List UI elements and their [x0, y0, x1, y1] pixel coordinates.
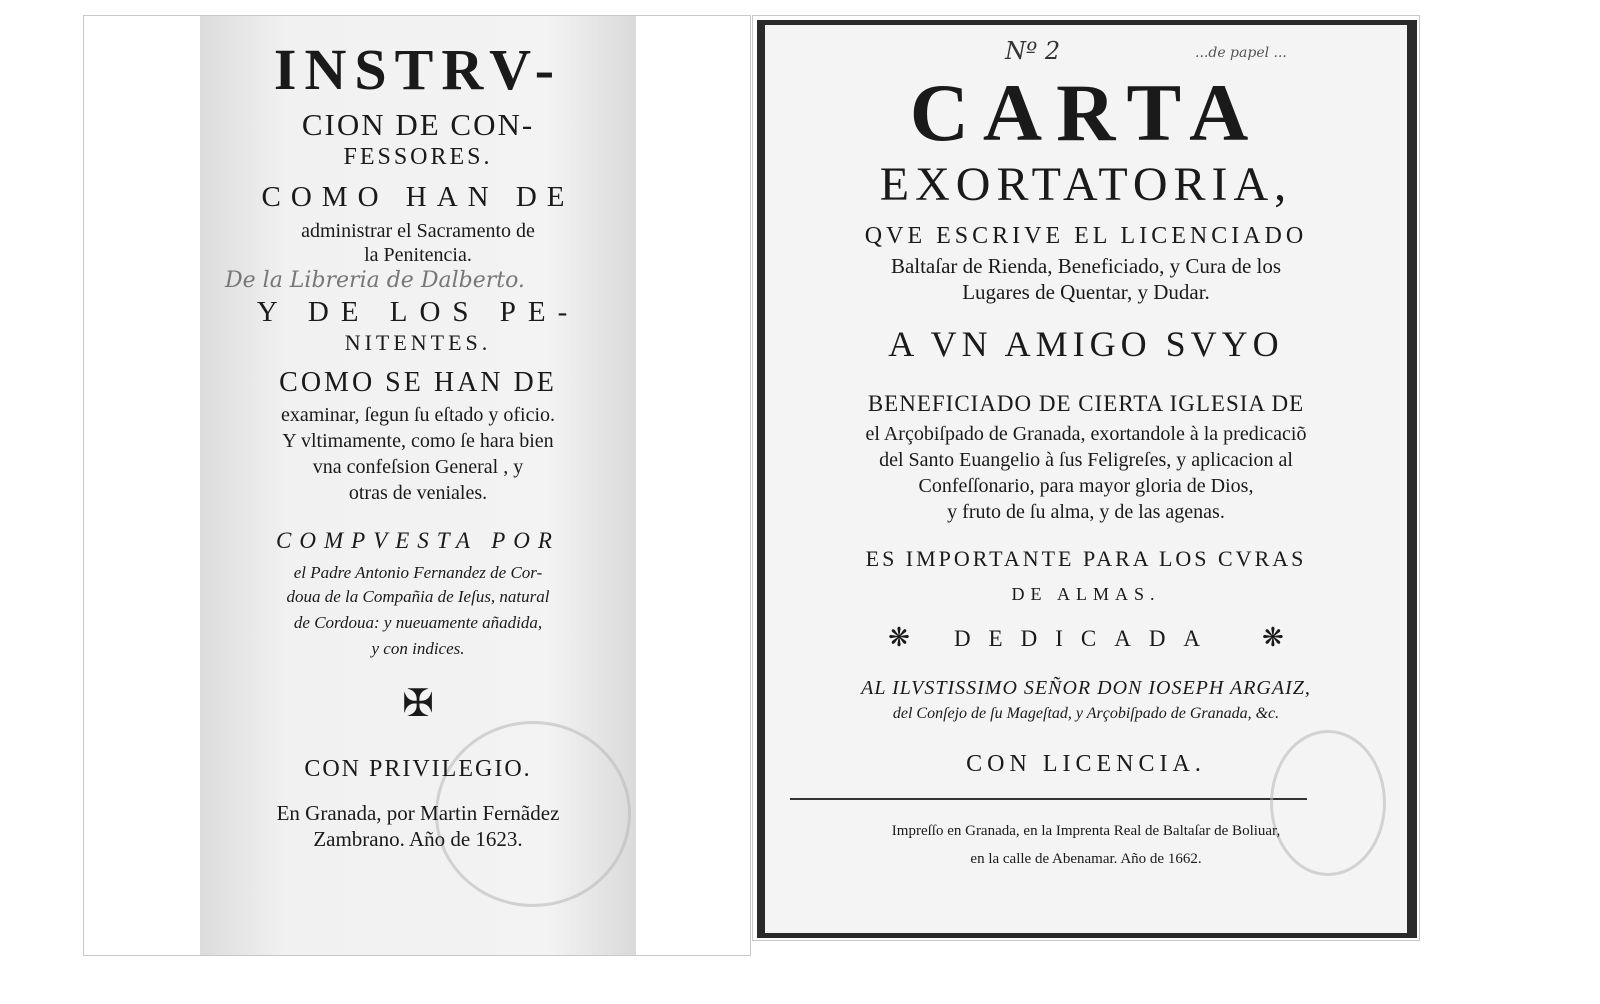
text-line: Baltaſar de Rienda, Beneficiado, y Cura de los — [890, 254, 1282, 278]
text-line: otras de veniales. — [348, 482, 488, 504]
title-line: EXORTATORIA, — [879, 158, 1293, 211]
handwritten-margin-note: ...de papel ... — [1195, 45, 1287, 61]
imprint-line: Zambrano. Año de 1623. — [313, 827, 523, 851]
imprint-line: En Granada, por Martin Fernãdez — [276, 801, 560, 825]
text-line: examinar, ſegun ſu eſtado y oficio. — [280, 404, 556, 426]
left-page-scan — [200, 16, 636, 955]
heading: ES IMPORTANTE PARA LOS CVRAS — [865, 546, 1307, 571]
heading: QVE ESCRIVE EL LICENCIADO — [864, 223, 1308, 249]
text-line: AL ILVSTISSIMO SEÑOR DON IOSEPH ARGAIZ, — [861, 677, 1311, 699]
title-line: FESSORES. — [343, 144, 493, 170]
text-line: y con indices. — [371, 639, 465, 658]
right-page-scan — [757, 20, 1417, 938]
left-title-page-image — [83, 15, 751, 956]
right-title-page-image — [752, 15, 1420, 941]
title-line: CARTA — [909, 67, 1263, 158]
divider-rule — [790, 798, 1307, 800]
text-line: la Penitencia. — [364, 244, 472, 266]
text-line: el Padre Antonio Fernandez de Cor- — [293, 563, 543, 582]
text-line: el Arçobiſpado de Granada, exortandole à la predicaciõ — [865, 423, 1307, 445]
cross-ornament-icon: ✠ — [402, 683, 434, 725]
imprint-line: en la calle de Abenamar. Año de 1662. — [970, 851, 1202, 867]
heading: NITENTES. — [344, 330, 492, 355]
text-line: administrar el Sacramento de — [301, 220, 535, 242]
dedication-row — [765, 625, 1407, 658]
ornament-icon: ❋ — [1262, 623, 1284, 652]
text-line: del Santo Euangelio à ſus Feligreſes, y aplicacion al — [879, 449, 1293, 471]
text-line: doua de la Compañia de Ieſus, natural — [286, 587, 550, 606]
heading: A VN AMIGO SVYO — [888, 324, 1284, 364]
text-line: de Cordoua: y nueuamente añadida, — [293, 613, 543, 632]
ornament-icon: ❋ — [888, 623, 910, 652]
heading: COMPVESTA POR — [276, 528, 560, 553]
handwritten-ownership-note: De la Libreria de Dalberto. — [225, 268, 525, 293]
handwritten-shelfmark: Nº 2 — [1005, 37, 1061, 65]
text-line: Lugares de Quentar, y Dudar. — [962, 280, 1210, 304]
licencia-line: CON LICENCIA. — [966, 751, 1206, 777]
text-line: del Conſejo de ſu Mageſtad, y Arçobiſpado de Granada, &c. — [892, 705, 1280, 722]
heading: COMO SE HAN DE — [279, 367, 557, 398]
heading: BENEFICIADO DE CIERTA IGLESIA DE — [867, 391, 1305, 416]
imprint-line: Impreſſo en Granada, en la Imprenta Real de Baltaſar de Boliuar, — [891, 823, 1281, 839]
privilege-line: CON PRIVILEGIO. — [304, 756, 532, 782]
text-line: Y vltimamente, como ſe hara bien — [282, 430, 554, 452]
text-line: vna confeſsion General , y — [312, 456, 524, 478]
dedicada-heading: DEDICADA — [953, 626, 1219, 651]
text-line: Confeſſonario, para mayor gloria de Dios, — [918, 475, 1254, 497]
text-line: y fruto de ſu alma, y de las agenas. — [947, 501, 1225, 523]
heading: DE ALMAS. — [1011, 584, 1161, 604]
title-line: CION DE CON- — [301, 107, 535, 142]
title-line: INSTRV- — [273, 37, 563, 102]
heading: Y DE LOS PE- — [256, 296, 580, 328]
heading: COMO HAN DE — [261, 181, 575, 213]
